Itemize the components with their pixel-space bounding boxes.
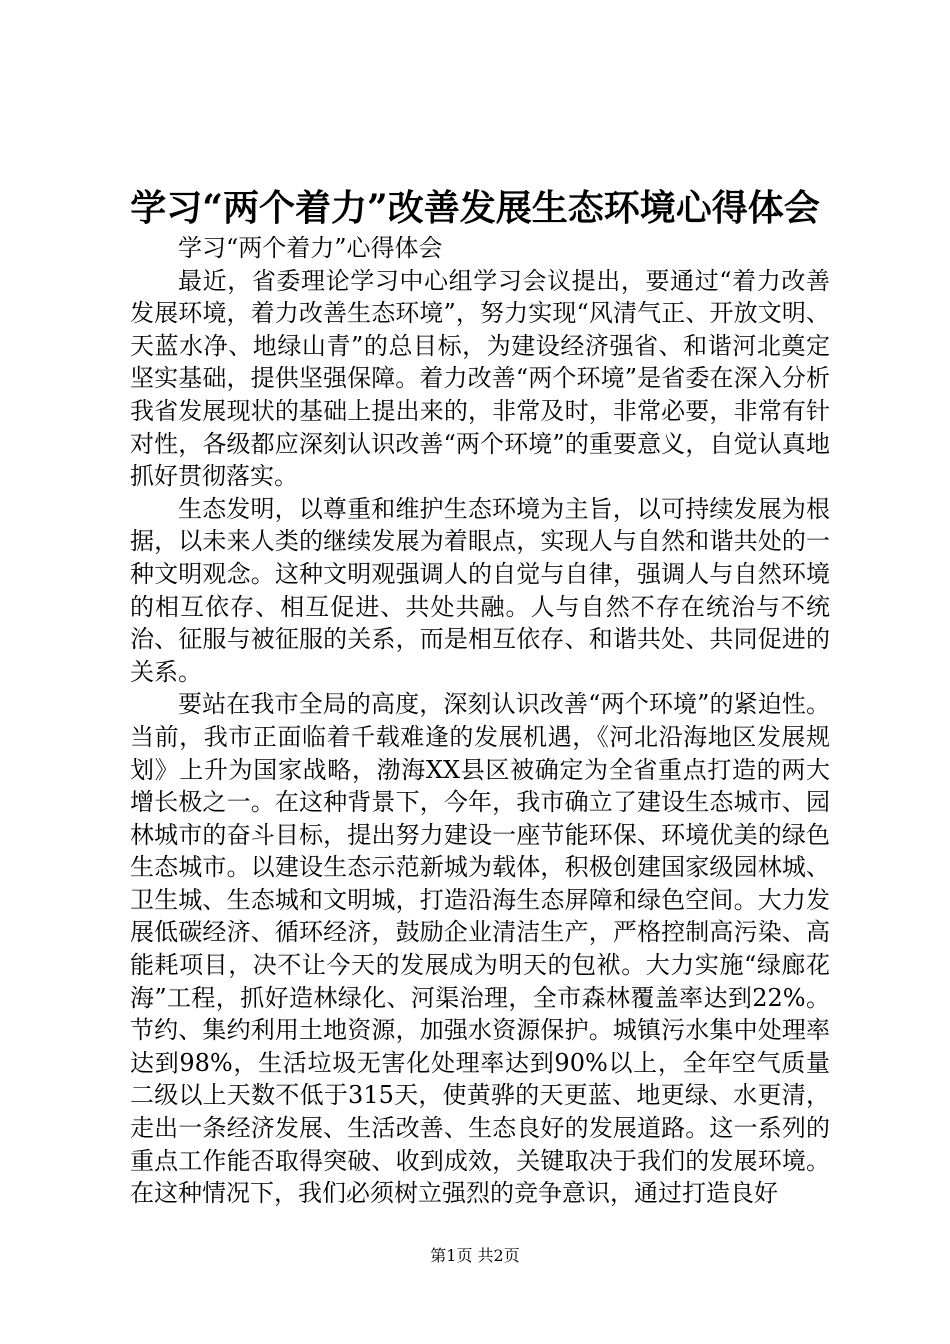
subtitle-paragraph: 学习“两个着力”心得体会 bbox=[178, 234, 443, 262]
body-paragraph-3: 要站在我市全局的高度，深刻认识改善“两个环境”的紧迫性。当前，我市正面临着千载难逢的发展机遇，《河北沿海地区发展规划》上升为国家战略，渤海XX县区被确定为全省重点打造的两大增长极之一。在这种背景下，今年，我市确立了建设生态城市、园林城市的奋斗目标，提出努力建设一座节能环保、环境优美的绿色生态城市。以建设生态示范新城为载体，积极创建国家级园林城、卫生城、生态城和文明城，打造沿海生态屏障和绿色空间。大力发展低碳经济、循环经济，鼓励企业清洁生产，严格控制高污染、高能耗项目，决不让今天的发展成为明天的包袱。大力实施“绿廊花海”工程，抓好造林绿化、河渠治理，全市森林覆盖率达到22%。节约、集约利用土地资源，加强水资源保护。城镇污水集中处理率达到98%，生活垃圾无害化处理率达到90%以上，全年空气质量二级以上天数不低于315天，使黄骅的天更蓝、地更绿、水更清，走出一条经济发展、生活改善、生态良好的发展道路。这一系列的重点工作能否取得突破、收到成效，关键取决于我们的发展环境。在这种情况下，我们必须树立强烈的竞争意识，通过打造良好 bbox=[130, 690, 830, 1208]
body-paragraph-1: 最近，省委理论学习中心组学习会议提出，要通过“着力改善发展环境，着力改善生态环境”，努力实现“风清气正、开放文明、天蓝水净、地绿山青”的总目标，为建设经济强省、和谐河北奠定坚实基础，提供坚强保障。着力改善“两个环境”是省委在深入分析我省发展现状的基础上提出来的，非常及时，非常必要，非常有针对性，各级都应深刻认识改善“两个环境”的重要意义，自觉认真地抓好贯彻落实。 bbox=[130, 266, 830, 491]
page-number-footer: 第1页 共2页 bbox=[430, 1246, 520, 1265]
document-title: 学习“两个着力”改善发展生态环境心得体会 bbox=[130, 187, 820, 229]
document-body bbox=[130, 232, 830, 1210]
body-paragraph-2: 生态发明，以尊重和维护生态环境为主旨，以可持续发展为根据，以未来人类的继续发展为着眼点，实现人与自然和谐共处的一种文明观念。这种文明观强调人的自觉与自律，强调人与自然环境的相互依存、相互促进、共处共融。人与自然不存在统治与不统治、征服与被征服的关系，而是相互依存、和谐共处、共同促进的关系。 bbox=[130, 494, 830, 686]
